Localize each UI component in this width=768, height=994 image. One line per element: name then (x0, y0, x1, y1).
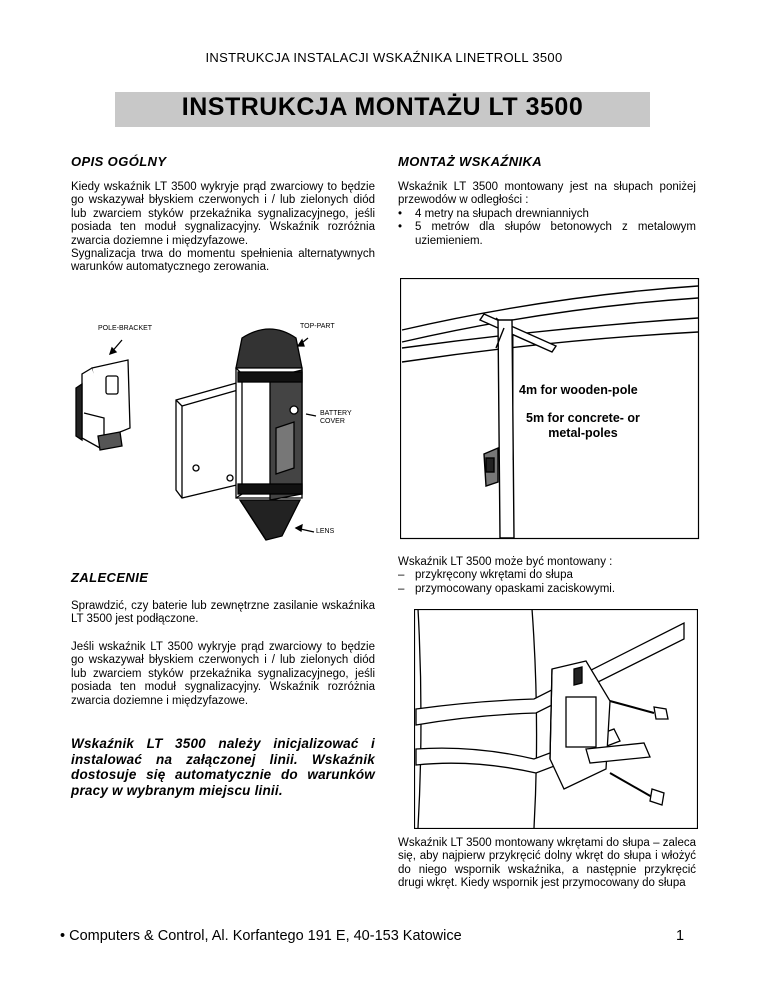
opis-heading: OPIS OGÓLNY (71, 154, 167, 169)
montaz-list-item: • 5 metrów dla słupów betonowych z metalowym uziemieniem. (398, 221, 696, 247)
page-title: INSTRUKCJA MONTAŻU LT 3500 (181, 93, 584, 121)
zalecenie-paragraph-1: Sprawdzić, czy baterie lub zewnętrzne zasilanie wskaźnika LT 3500 jest podłączone. (71, 600, 375, 626)
list-dash: – (398, 582, 405, 595)
emphasis-note: Wskaźnik LT 3500 należy inicjalizować i instalować na załączonej linii. Wskaźnik dostosuje się automatycznie do warunków pracy w wybranym miejscu linii. (71, 736, 375, 798)
mount-list-item: – przykręcony wkrętami do słupa (398, 569, 573, 582)
opis-text (71, 181, 375, 275)
mount-options (398, 556, 696, 596)
zalecenie-heading: ZALECENIE (71, 570, 149, 585)
list-bullet: • (398, 207, 403, 220)
list-dash: – (398, 569, 405, 582)
pole-illustration (400, 278, 700, 540)
montaz-list-item: • 4 metry na słupach drewnianniych (398, 207, 589, 220)
montaz-heading: MONTAŻ WSKAŹNIKA (398, 154, 543, 169)
footer (60, 928, 462, 944)
document-header: INSTRUKCJA INSTALACJI WSKAŹNIKA LINETROLL 3500 (205, 50, 563, 65)
bracket-mounting-illustration (414, 609, 698, 829)
label-lens: LENS (316, 528, 335, 535)
label-battery-cover: BATTERY COVER (320, 410, 352, 425)
montaz-intro: Wskaźnik LT 3500 montowany jest na słupach poniżej przewodów w odległości : (398, 181, 696, 207)
opis-paragraph-1: Kiedy wskaźnik LT 3500 wykryje prąd zwarciowy to będzie go wskazywał błyskiem czerwonych i / lub zielonych diód lub zwarciem styków przekaźnika sygnalizacyjnego, jeśli posiada ten moduł sygnalizacyjny. Wskaźnik rozróżnia zwarcia doziemne i międzyfazowe. (71, 181, 375, 247)
montaz-list (398, 208, 696, 248)
zalecenie-paragraph-2: Jeśli wskaźnik LT 3500 wykryje prąd zwarciowy to będzie go wskazywał błyskiem czerwonych i / lub zielonych diód lub zwarciem styków przekaźnika sygnalizacyjnego, jeśli posiada ten moduł sygnalizacyjny. Wskaźnik rozróżnia zwarcia doziemne i międzyfazowe. (71, 641, 375, 707)
footer-bullet: • (60, 928, 66, 944)
label-pole-bracket: POLE-BRACKET (98, 325, 153, 332)
montaz-text (398, 181, 696, 248)
mount-list (398, 569, 696, 596)
label-concrete-pole: 5m for concrete- or metal-poles (526, 411, 640, 440)
page-number: 1 (676, 928, 685, 944)
opis-paragraph-2: Sygnalizacja trwa do momentu spełnienia alternatywnych warunków automatycznego zerowania. (71, 248, 375, 274)
mount-intro: Wskaźnik LT 3500 może być montowany : (398, 556, 613, 568)
list-bullet: • (398, 221, 403, 234)
label-top-part: TOP-PART (300, 323, 335, 330)
footer-address: Computers & Control, Al. Korfantego 191 E, 40-153 Katowice (69, 928, 462, 944)
label-wooden-pole: 4m for wooden-pole (519, 383, 638, 397)
bottom-text: Wskaźnik LT 3500 montowany wkrętami do słupa – zaleca się, aby najpierw przykręcić dolny wkręt do słupa i włożyć do niego wspornik wskaźnika, a następnie przykręcić drugi wkręt. Kiedy wspornik jest przymocowany do słupa (398, 837, 696, 890)
device-illustration (70, 318, 380, 558)
mount-list-item: – przymocowany opaskami zaciskowymi. (398, 582, 616, 595)
